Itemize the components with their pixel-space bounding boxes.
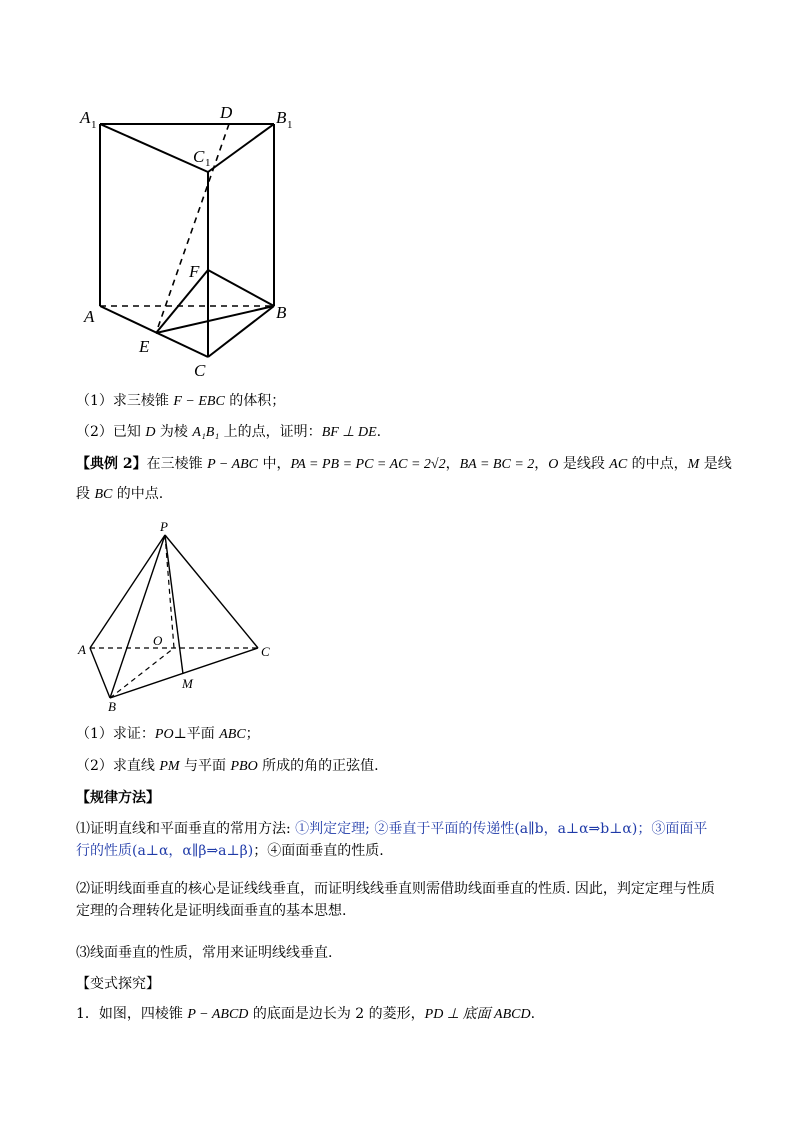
edge-a1-c1 [100, 124, 208, 172]
label-c1-sub: 1 [205, 157, 211, 169]
question-2-2: （2）求直线 PM 与平面 PBO 所成的角的正弦值. [76, 758, 379, 774]
question-2-1: （1）求证：PO⊥平面 ABC； [76, 726, 260, 742]
label-d: D [220, 103, 233, 122]
label-b1: B [276, 108, 287, 127]
example-2-line-1: 【典例 2】在三棱锥 P − ABC 中，PA = PB = PC = AC = 2√2，BA = BC = 2，O 是线段 AC 的中点，M 是线 [76, 456, 732, 472]
method-paragraph-3: ⑶线面垂直的性质，常用来证明线线垂直. [76, 945, 333, 961]
method-paragraph-2: ⑵证明线面垂直的核心是证线线垂直，而证明线线垂直则需借助线面垂直的性质. 因此，判定定理与性质定理的合理转化是证明线面垂直的基本思想. [76, 881, 715, 919]
label-b: B [276, 303, 287, 322]
method-paragraph-1: ⑴证明直线和平面垂直的常用方法: ①判定定理; ②垂直于平面的传递性(a∥b，a⊥α⇒b⊥α)；③面面平 行的性质(a⊥α，α∥β⇒a⊥β)；④面面垂直的性质. [76, 821, 708, 859]
label-p: P [160, 519, 168, 534]
question-1-1: （1）求三棱锥 F − EBC 的体积； [76, 393, 286, 409]
label-e: E [139, 337, 150, 356]
pyramid-figure [74, 518, 284, 716]
edge-p-b [110, 535, 165, 698]
label-a: A [78, 642, 86, 657]
edge-f-b [208, 270, 274, 306]
label-f: F [189, 262, 200, 281]
label-m: M [182, 676, 193, 691]
edge-p-c [165, 535, 258, 648]
edge-a-b [90, 648, 110, 698]
label-b: B [108, 699, 116, 714]
label-c: C [194, 361, 206, 380]
label-a1-sub: 1 [91, 119, 97, 131]
line-b-o-dashed [110, 648, 174, 698]
example-2-line-2: 段 BC 的中点. [76, 486, 164, 502]
edge-p-a [90, 535, 165, 648]
label-o: O [153, 633, 163, 648]
label-a: A [84, 307, 95, 326]
method-header: 【规律方法】 [76, 790, 160, 806]
variant-header: 【变式探究】 [76, 976, 160, 992]
label-c1: C [193, 147, 205, 166]
variant-question-1: 1．如图，四棱锥 P − ABCD 的底面是边长为 2 的菱形，PD ⊥ 底面 ABCD. [76, 1006, 536, 1022]
label-c: C [261, 644, 270, 659]
question-1-2: （2）已知 D 为棱 A₁B₁ 上的点，证明：BF ⊥ DE. [76, 424, 382, 440]
label-a1: A [80, 108, 91, 127]
edge-a-c [100, 306, 208, 357]
label-b1-sub: 1 [287, 119, 293, 131]
edge-b1-c1 [208, 124, 274, 172]
prism-figure [70, 95, 310, 385]
